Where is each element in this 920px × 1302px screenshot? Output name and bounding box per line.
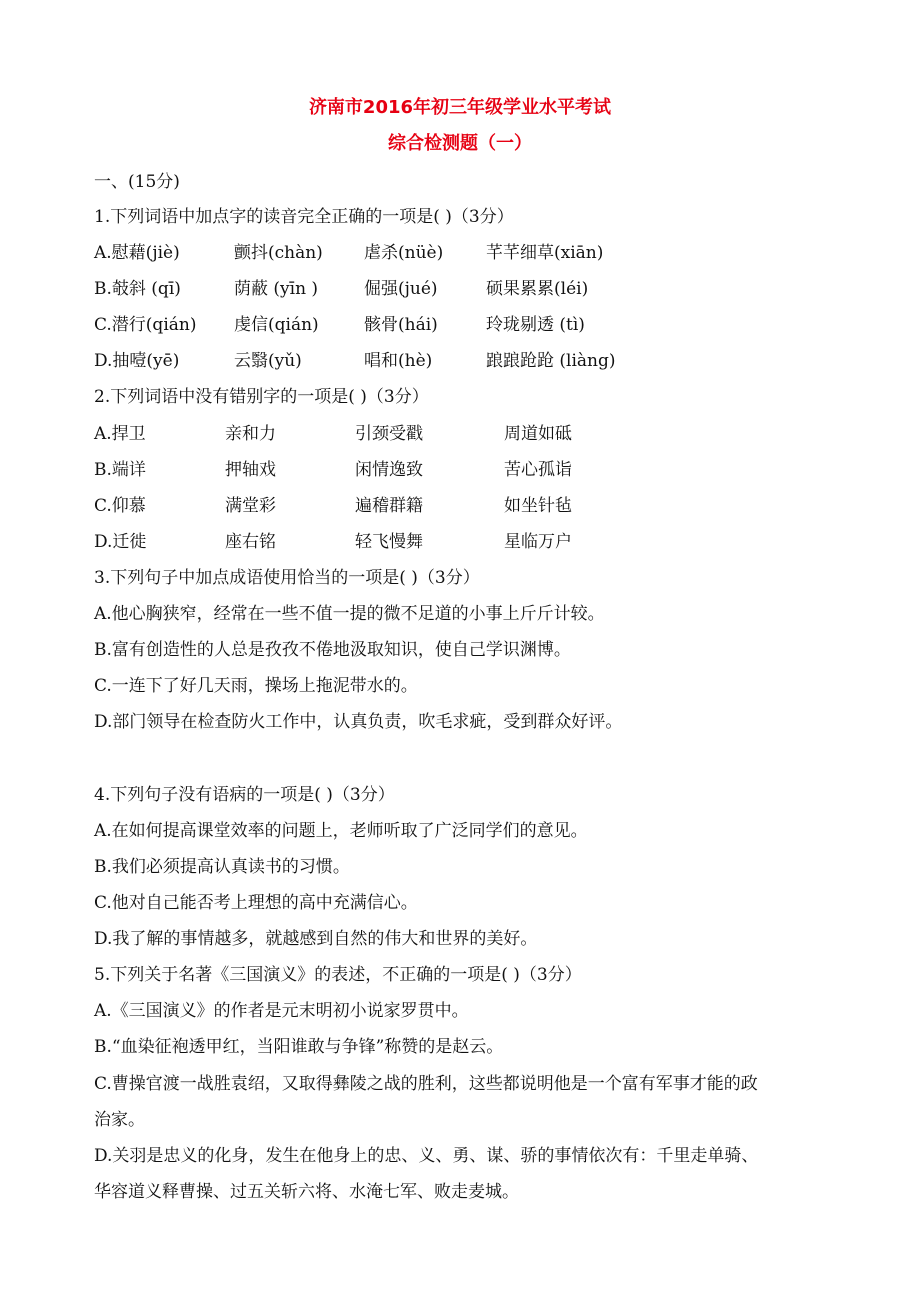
q1-option-cell: 踉踉跄跄 (liàng): [486, 351, 616, 371]
q1-option-cell: 虐杀(nüè): [364, 243, 444, 263]
q2-option-cell: 闲情逸致: [355, 460, 423, 480]
q1-option-cell: B.攲斜 (qī): [94, 279, 181, 299]
q3-option: D.部门领导在检查防火工作中，认真负责，吹毛求疵，受到群众好评。: [94, 712, 623, 732]
question-5-stem: 5.下列关于名著《三国演义》的表述，不正确的一项是( )（3分）: [94, 965, 582, 985]
q2-option-cell: D.迁徙: [94, 532, 147, 552]
q2-option-cell: 遍稽群籍: [355, 496, 423, 516]
q1-option-cell: 云翳(yǔ): [234, 351, 302, 371]
q5-option-continued: 治家。: [94, 1110, 145, 1130]
q2-option-cell: 周道如砥: [504, 424, 572, 444]
exam-title: 济南市2016年初三年级学业水平考试: [308, 97, 612, 118]
q1-option-cell: 芊芊细草(xiān): [486, 243, 604, 263]
question-4-stem: 4.下列句子没有语病的一项是( )（3分）: [94, 785, 395, 805]
q1-option-cell: 硕果累累(léi): [486, 279, 589, 299]
q4-option: B.我们必须提高认真读书的习惯。: [94, 857, 350, 877]
q2-option-cell: B.端详: [94, 460, 146, 480]
q2-option-cell: 座右铭: [225, 532, 276, 552]
exam-subtitle: 综合检测题（一）: [388, 133, 532, 154]
question-1-stem: 1.下列词语中加点字的读音完全正确的一项是( )（3分）: [94, 207, 514, 227]
q1-option-cell: 倔强(jué): [364, 279, 438, 299]
q2-option-cell: 引颈受戳: [355, 424, 423, 444]
q4-option: A.在如何提高课堂效率的问题上，老师听取了广泛同学们的意见。: [94, 821, 588, 841]
q1-option-cell: 骸骨(hái): [364, 315, 438, 335]
q1-option-cell: 颤抖(chàn): [234, 243, 323, 263]
question-3-stem: 3.下列句子中加点成语使用恰当的一项是( )（3分）: [94, 568, 480, 588]
q2-option-cell: 星临万户: [504, 532, 572, 552]
q3-option: B.富有创造性的人总是孜孜不倦地汲取知识，使自己学识渊博。: [94, 640, 571, 660]
q3-option: A.他心胸狭窄，经常在一些不值一提的微不足道的小事上斤斤计较。: [94, 604, 605, 624]
q2-option-cell: 如坐针毡: [504, 496, 572, 516]
section-heading: 一、(15分): [94, 172, 180, 192]
q2-option-cell: 满堂彩: [225, 496, 276, 516]
q5-option: D.关羽是忠义的化身，发生在他身上的忠、义、勇、谋、骄的事情依次有：千里走单骑、: [94, 1146, 759, 1166]
q5-option: B.“血染征袍透甲红，当阳谁敢与争锋”称赞的是赵云。: [94, 1037, 504, 1057]
q2-option-cell: 轻飞慢舞: [355, 532, 423, 552]
q3-option: C.一连下了好几天雨，操场上拖泥带水的。: [94, 676, 418, 696]
q1-option-cell: D.抽噎(yē): [94, 351, 180, 371]
q1-option-cell: 虔信(qián): [234, 315, 319, 335]
q1-option-cell: A.慰藉(jiè): [94, 243, 180, 263]
q5-option: C.曹操官渡一战胜袁绍，又取得彝陵之战的胜利，这些都说明他是一个富有军事才能的政: [94, 1074, 758, 1094]
q1-option-cell: C.潜行(qián): [94, 315, 197, 335]
q2-option-cell: C.仰慕: [94, 496, 146, 516]
q4-option: C.他对自己能否考上理想的高中充满信心。: [94, 893, 418, 913]
q2-option-cell: 押轴戏: [225, 460, 276, 480]
q1-option-cell: 玲珑剔透 (tì): [486, 315, 585, 335]
q4-option: D.我了解的事情越多，就越感到自然的伟大和世界的美好。: [94, 929, 538, 949]
q5-option: A.《三国演义》的作者是元末明初小说家罗贯中。: [94, 1001, 469, 1021]
q2-option-cell: 苦心孤诣: [504, 460, 572, 480]
q1-option-cell: 唱和(hè): [364, 351, 433, 371]
question-2-stem: 2.下列词语中没有错别字的一项是( )（3分）: [94, 387, 429, 407]
q5-option-continued: 华容道义释曹操、过五关斩六将、水淹七军、败走麦城。: [94, 1182, 519, 1202]
q2-option-cell: A.捍卫: [94, 424, 146, 444]
q1-option-cell: 荫蔽 (yīn ): [234, 279, 319, 299]
q2-option-cell: 亲和力: [225, 424, 276, 444]
